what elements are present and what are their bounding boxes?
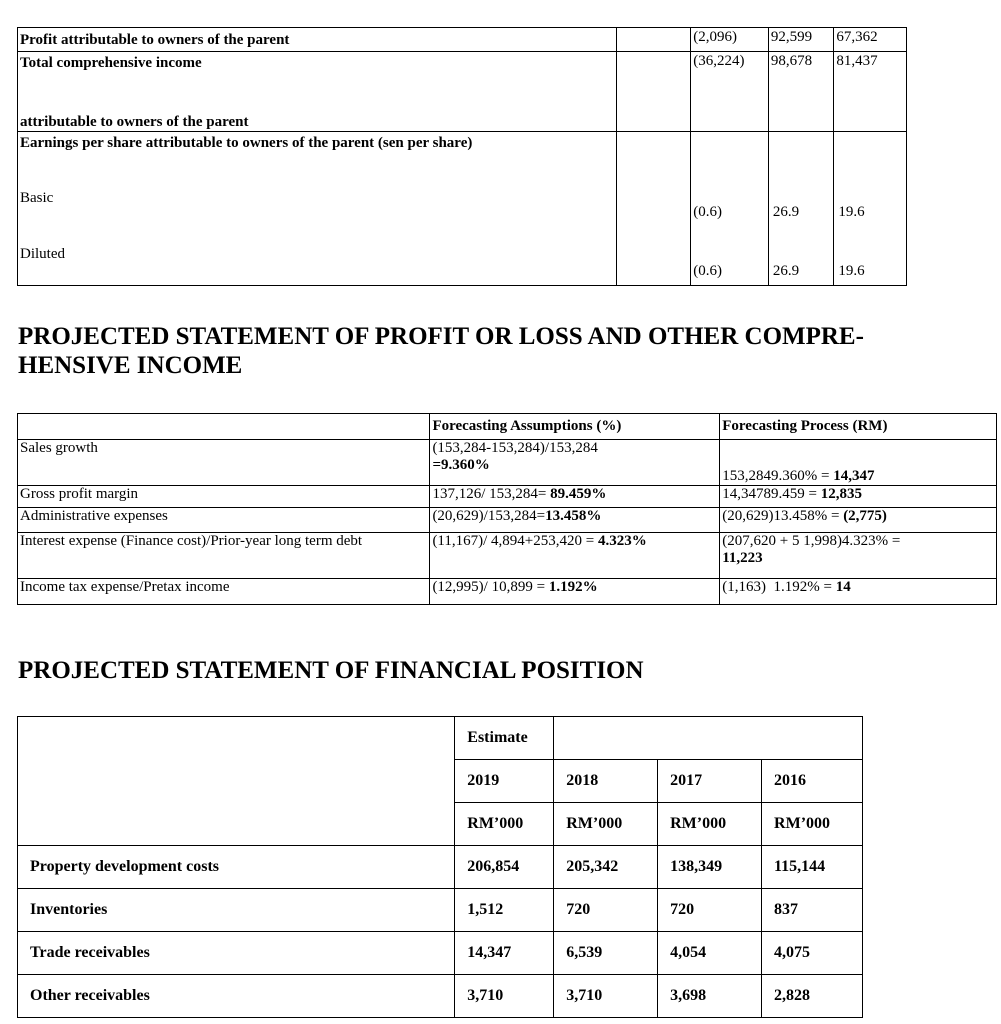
year-header: 2018 bbox=[554, 760, 658, 803]
year-header: 2017 bbox=[658, 760, 762, 803]
assumption-cell bbox=[430, 486, 720, 508]
process-result: 14,347 bbox=[833, 468, 875, 484]
value-cell: (36,224) bbox=[691, 52, 769, 132]
empty-cell bbox=[18, 414, 430, 440]
empty-cell bbox=[18, 717, 455, 846]
row-label: Interest expense (Finance cost)/Prior-year long term debt bbox=[18, 533, 430, 579]
column-header: Forecasting Process (RM) bbox=[720, 414, 997, 440]
unit-header: RM’000 bbox=[762, 803, 863, 846]
unit-header: RM’000 bbox=[455, 803, 554, 846]
row-label: Administrative expenses bbox=[18, 508, 430, 533]
value-cell: 67,362 bbox=[834, 28, 907, 52]
process-formula: (207,620 + 5 1,998)4.323% = bbox=[722, 533, 901, 549]
value-cell: 3,698 bbox=[658, 975, 762, 1018]
assumption-cell bbox=[430, 508, 720, 533]
empty-cell bbox=[616, 28, 691, 52]
value-cell: 3,710 bbox=[455, 975, 554, 1018]
table-row bbox=[18, 932, 863, 975]
assumption-formula: (153,284-153,284)/153,284 bbox=[432, 440, 598, 456]
row-label: Profit attributable to owners of the parent bbox=[18, 28, 617, 52]
value-cell: 6,539 bbox=[554, 932, 658, 975]
value-cell: 720 bbox=[554, 889, 658, 932]
process-result: 12,835 bbox=[820, 486, 862, 502]
row-label: Trade receivables bbox=[18, 932, 455, 975]
unit-header: RM’000 bbox=[554, 803, 658, 846]
row-label: Sales growth bbox=[18, 440, 430, 486]
assumption-result: 1.192% bbox=[548, 579, 598, 595]
row-label-continued: attributable to owners of the parent bbox=[20, 114, 249, 130]
empty-cell bbox=[616, 132, 691, 286]
process-cell bbox=[720, 508, 997, 533]
value-cell: (2,096) bbox=[691, 28, 769, 52]
assumption-result: =9.360% bbox=[432, 457, 490, 473]
value-cell: 205,342 bbox=[554, 846, 658, 889]
diluted-value: (0.6) bbox=[693, 263, 723, 279]
table-row bbox=[18, 132, 907, 286]
estimate-header: Estimate bbox=[455, 717, 554, 760]
value-cell: 14,347 bbox=[455, 932, 554, 975]
table-row bbox=[18, 975, 863, 1018]
value-cell: 4,075 bbox=[762, 932, 863, 975]
value-cell: 115,144 bbox=[762, 846, 863, 889]
process-cell bbox=[720, 579, 997, 605]
year-header: 2019 bbox=[455, 760, 554, 803]
assumption-result: 4.323% bbox=[597, 533, 647, 549]
value-cell: 837 bbox=[762, 889, 863, 932]
section-heading-financial-position: PROJECTED STATEMENT OF FINANCIAL POSITION bbox=[18, 657, 644, 684]
assumption-formula: (11,167)/ 4,894+253,420 = bbox=[432, 533, 598, 549]
table-header-row bbox=[18, 414, 997, 440]
diluted-value: 26.9 bbox=[772, 263, 800, 279]
section-heading-profit-loss bbox=[18, 322, 864, 380]
assumption-cell bbox=[430, 440, 720, 486]
diluted-label: Diluted bbox=[20, 246, 65, 262]
assumption-formula: (20,629)/153,284= bbox=[432, 508, 546, 524]
heading-line: HENSIVE INCOME bbox=[18, 352, 243, 379]
empty-cell bbox=[616, 52, 691, 132]
value-cell: 81,437 bbox=[834, 52, 907, 132]
table-row bbox=[18, 579, 997, 605]
table-row bbox=[18, 52, 907, 132]
column-header: Forecasting Assumptions (%) bbox=[430, 414, 720, 440]
row-label: Earnings per share attributable to owners of the parent (sen per share) bbox=[20, 135, 473, 151]
year-header: 2016 bbox=[762, 760, 863, 803]
assumption-cell bbox=[430, 533, 720, 579]
value-cell: 1,512 bbox=[455, 889, 554, 932]
basic-value: 19.6 bbox=[838, 204, 865, 220]
value-cell: 138,349 bbox=[658, 846, 762, 889]
assumption-result: 13.458% bbox=[545, 508, 602, 524]
unit-header: RM’000 bbox=[658, 803, 762, 846]
heading-line: PROJECTED STATEMENT OF PROFIT OR LOSS AND OTHER COMPRE- bbox=[18, 323, 864, 350]
row-label: Property development costs bbox=[18, 846, 455, 889]
row-label: Total comprehensive income bbox=[20, 55, 202, 71]
basic-value: 26.9 bbox=[772, 204, 800, 220]
process-cell bbox=[720, 440, 997, 486]
value-cell: 720 bbox=[658, 889, 762, 932]
table-row bbox=[18, 486, 997, 508]
value-cell: 98,678 bbox=[768, 52, 834, 132]
assumption-result: 89.459% bbox=[550, 486, 607, 502]
table-row bbox=[18, 440, 997, 486]
value-cell: 3,710 bbox=[554, 975, 658, 1018]
row-label: Gross profit margin bbox=[18, 486, 430, 508]
process-cell bbox=[720, 486, 997, 508]
table-row bbox=[18, 533, 997, 579]
process-formula: (1,163) 1.192% = bbox=[722, 579, 836, 595]
table-row bbox=[18, 508, 997, 533]
value-cell bbox=[691, 132, 769, 286]
value-cell bbox=[768, 132, 834, 286]
process-cell bbox=[720, 533, 997, 579]
earnings-table bbox=[17, 27, 907, 286]
row-label: Other receivables bbox=[18, 975, 455, 1018]
process-formula: (20,629)13.458% = bbox=[722, 508, 844, 524]
process-formula: 153,2849.360% = bbox=[722, 468, 834, 484]
assumption-formula: 137,126/ 153,284= bbox=[432, 486, 551, 502]
value-cell: 206,854 bbox=[455, 846, 554, 889]
row-label: Inventories bbox=[18, 889, 455, 932]
eps-label-cell bbox=[18, 132, 617, 286]
process-result: (2,775) bbox=[843, 508, 887, 524]
value-cell: 4,054 bbox=[658, 932, 762, 975]
value-cell: 2,828 bbox=[762, 975, 863, 1018]
row-label-cell bbox=[18, 52, 617, 132]
financial-position-table bbox=[17, 716, 863, 1018]
process-result: 14 bbox=[835, 579, 851, 595]
process-formula: 14,34789.459 = bbox=[722, 486, 821, 502]
empty-cell bbox=[554, 717, 863, 760]
forecast-assumptions-table bbox=[17, 413, 997, 605]
process-result: 11,223 bbox=[722, 550, 763, 566]
assumption-cell bbox=[430, 579, 720, 605]
table-row bbox=[18, 28, 907, 52]
assumption-formula: (12,995)/ 10,899 = bbox=[432, 579, 549, 595]
basic-value: (0.6) bbox=[693, 204, 723, 220]
table-row bbox=[18, 846, 863, 889]
value-cell bbox=[834, 132, 907, 286]
row-label: Income tax expense/Pretax income bbox=[18, 579, 430, 605]
value-cell: 92,599 bbox=[768, 28, 834, 52]
table-row bbox=[18, 889, 863, 932]
basic-label: Basic bbox=[20, 190, 54, 206]
diluted-value: 19.6 bbox=[838, 263, 865, 279]
table-header-row bbox=[18, 717, 863, 760]
